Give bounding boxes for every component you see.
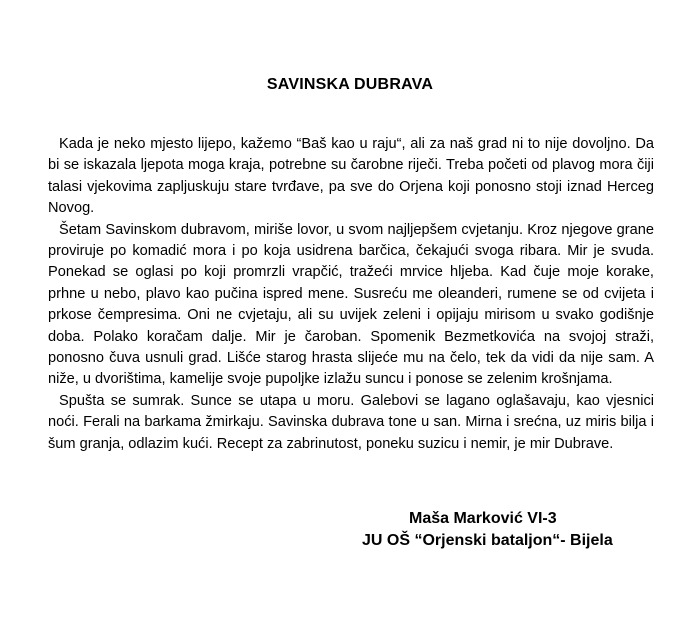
paragraph-3: Spušta se sumrak. Sunce se utapa u moru. Galebovi se lagano oglašavaju, kao vjesnici noći. Ferali na barkama žmirkaju. Savinska dubrava tone u san. Mirna i srećna, uz miris bilja i šum granja, odlazim kući. Recept za zabrinutost, poneku suzicu i nemir, je mir Dubrave.: [48, 392, 654, 452]
document-body: [48, 134, 654, 455]
author-name: Maša Marković VI-3: [409, 510, 557, 527]
paragraph-2: Šetam Savinskom dubravom, miriše lovor, u svom najljepšem cvjetanju. Kroz njegove grane proviruje po komadić mora i po koja usidrena barčica, čekajući svoga ribara. Mir je svuda. Ponekad se oglasi po koji promrzli vrapčić, tražeći mrvice hljeba. Kad čuje moje korake, prhne u nebo, plavo kao pučina ispred mene. Susreću me oleanderi, rumene se od cvijeta i prkose čempresima. Oni ne cvjetaju, ali su uvijek zeleni i opijaju mirisom u svako godišnje doba. Polako koračam dalje. Mir je čaroban. Spomenik Bezmetkovića na svojoj straži, ponosno čuva usnuli grad. Lišće starog hrasta slijeće mu na čelo, tek da vidi da nije sam. A niže, u dvorištima, kamelije svoje pupoljke izlažu suncu i ponose se zelenim krošnjama.: [48, 221, 654, 388]
paragraph-1: Kada je neko mjesto lijepo, kažemo “Baš kao u raju“, ali za naš grad ni to nije dovoljno. Da bi se iskazala ljepota moga kraja, potrebne su čarobne riječi. Treba početi od plavog mora čiji talasi vjekovima zapljuskuju stare tvrđave, pa sve do Orjena koji ponosno stoji iznad Herceg Novog.: [48, 136, 654, 217]
school-name: JU OŠ “Orjenski bataljon“- Bijela: [362, 532, 613, 549]
document-title: SAVINSKA DUBRAVA: [266, 76, 434, 93]
